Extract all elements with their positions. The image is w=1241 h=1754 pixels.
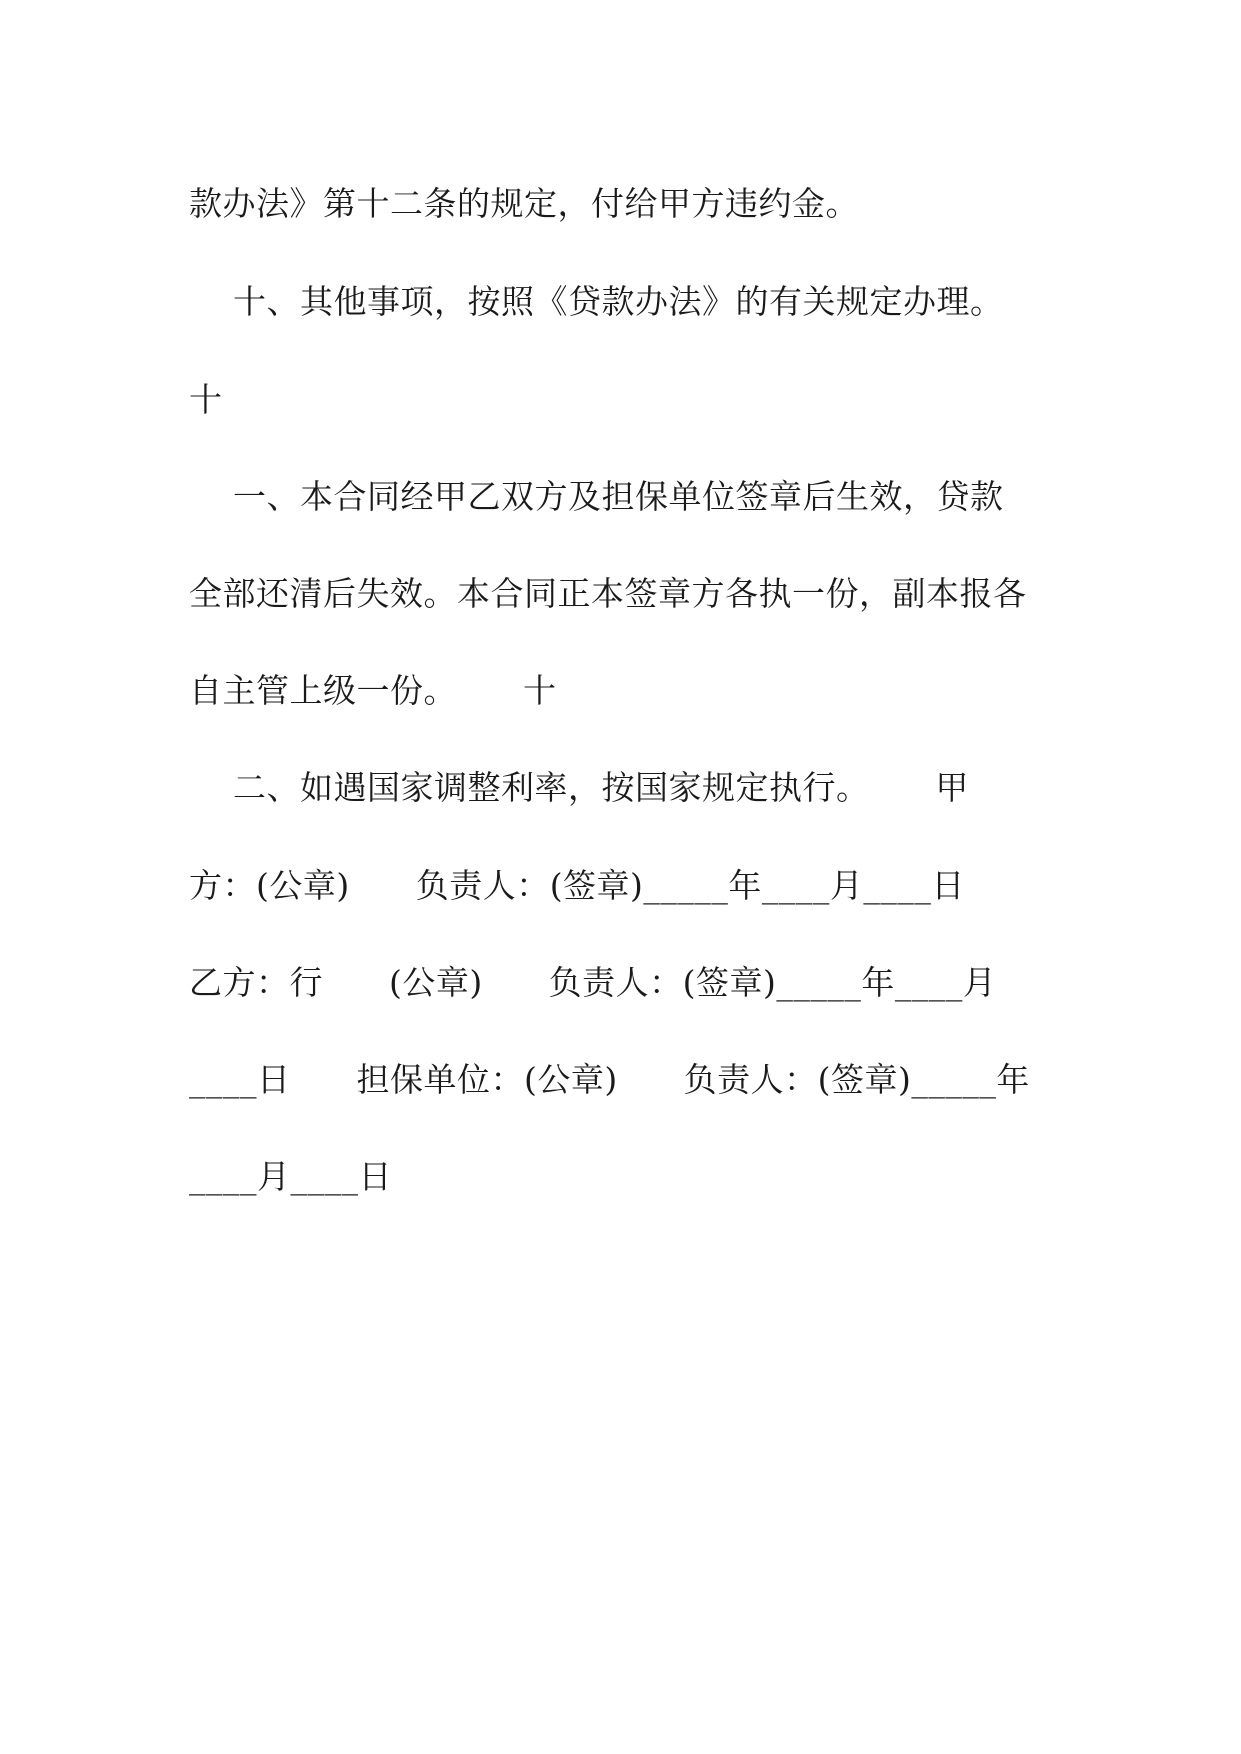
signature-line-party-a: 方：(公章) 负责人：(签章)_____年____月____日	[189, 866, 965, 905]
signature-line-date: ____月____日	[189, 1157, 392, 1196]
text-line: 自主管上级一份。 十	[189, 671, 557, 710]
text-line: 十、其他事项，按照《贷款办法》的有关规定办理。	[189, 282, 1004, 321]
text-line: 一、本合同经甲乙双方及担保单位签章后生效，贷款	[189, 477, 1004, 516]
text-line: 二、如遇国家调整利率，按国家规定执行。 甲	[189, 768, 969, 807]
text-line: 十	[189, 380, 223, 419]
text-line: 款办法》第十二条的规定，付给甲方违约金。	[189, 184, 859, 223]
signature-line-party-b: 乙方：行 (公章) 负责人：(签章)_____年____月	[189, 963, 997, 1002]
signature-line-guarantor: ____日 担保单位：(公章) 负责人：(签章)_____年	[189, 1060, 1030, 1099]
text-line: 全部还清后失效。本合同正本签章方各执一份，副本报各	[189, 574, 1027, 613]
